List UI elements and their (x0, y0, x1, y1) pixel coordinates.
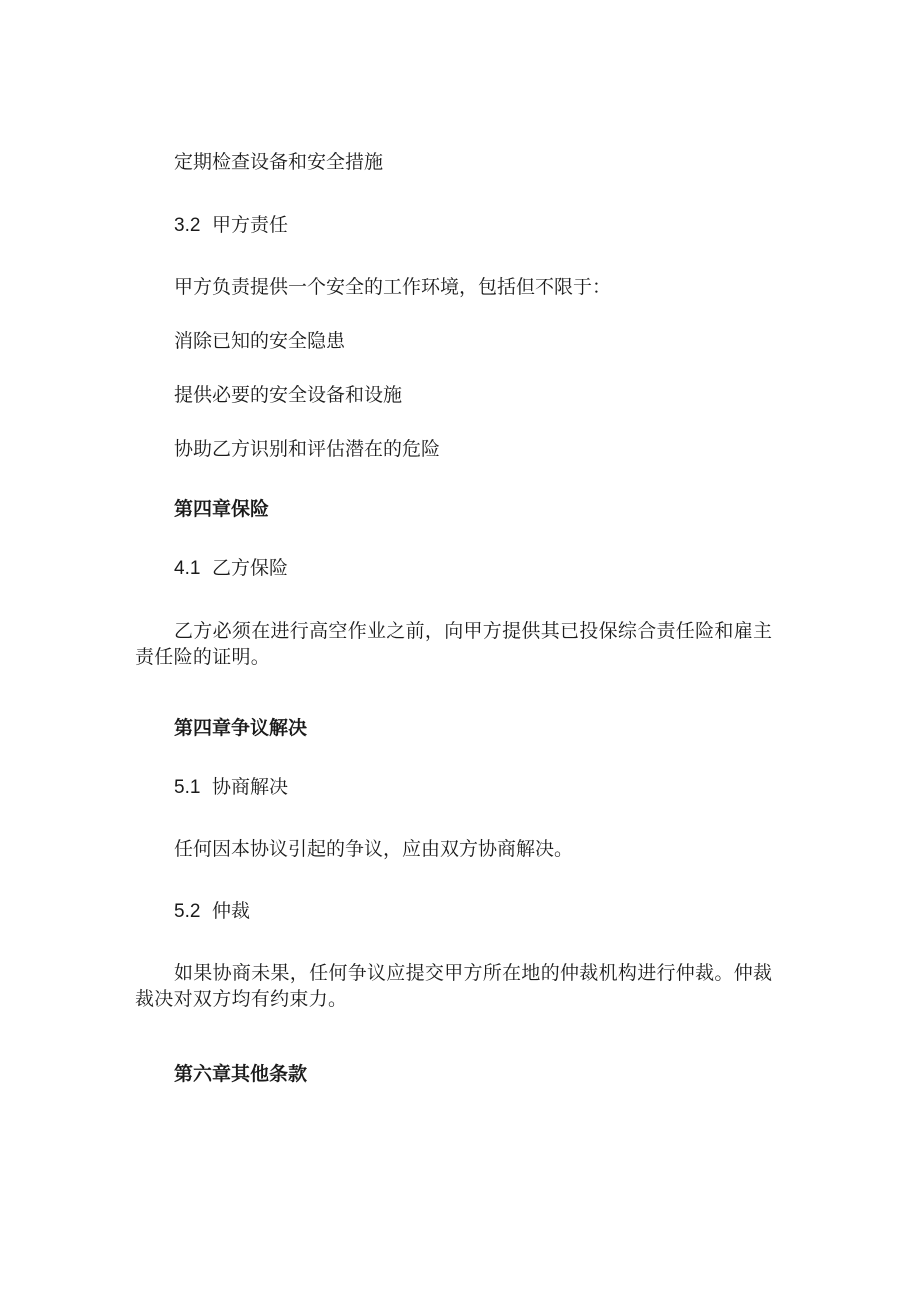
section-number: 5.2 (174, 901, 201, 922)
section-number: 5.1 (174, 777, 201, 798)
list-item: 协助乙方识别和评估潜在的危险 (174, 438, 441, 460)
section-title: 协商解决 (212, 776, 289, 798)
section-title: 仲裁 (212, 900, 251, 922)
section-heading-5-2 (174, 898, 250, 925)
section-title: 乙方保险 (212, 557, 289, 579)
chapter-heading-other: 第六章其他条款 (174, 1063, 308, 1085)
arbitration-paragraph: 如果协商未果，任何争议应提交甲方所在地的仲裁机构进行仲裁。仲裁裁决对双方均有约束力。 (135, 962, 773, 1010)
list-item-check-equipment: 定期检查设备和安全措施 (174, 151, 384, 173)
section-number: 4.1 (174, 558, 201, 579)
negotiation-paragraph: 任何因本协议引起的争议，应由双方协商解决。 (174, 838, 574, 860)
section-number: 3.2 (174, 215, 201, 236)
insurance-paragraph: 乙方必须在进行高空作业之前，向甲方提供其已投保综合责任险和雇主责任险的证明。 (135, 620, 773, 668)
section-heading-5-1 (174, 774, 288, 801)
section-heading-4-1 (174, 555, 288, 582)
section-title: 甲方责任 (212, 214, 289, 236)
list-item: 提供必要的安全设备和设施 (174, 384, 403, 406)
section-heading-3-2 (174, 212, 288, 239)
party-a-intro: 甲方负责提供一个安全的工作环境，包括但不限于： (174, 276, 612, 298)
chapter-heading-dispute: 第四章争议解决 (174, 717, 308, 739)
list-item: 消除已知的安全隐患 (174, 330, 346, 352)
chapter-heading-insurance: 第四章保险 (174, 498, 270, 520)
